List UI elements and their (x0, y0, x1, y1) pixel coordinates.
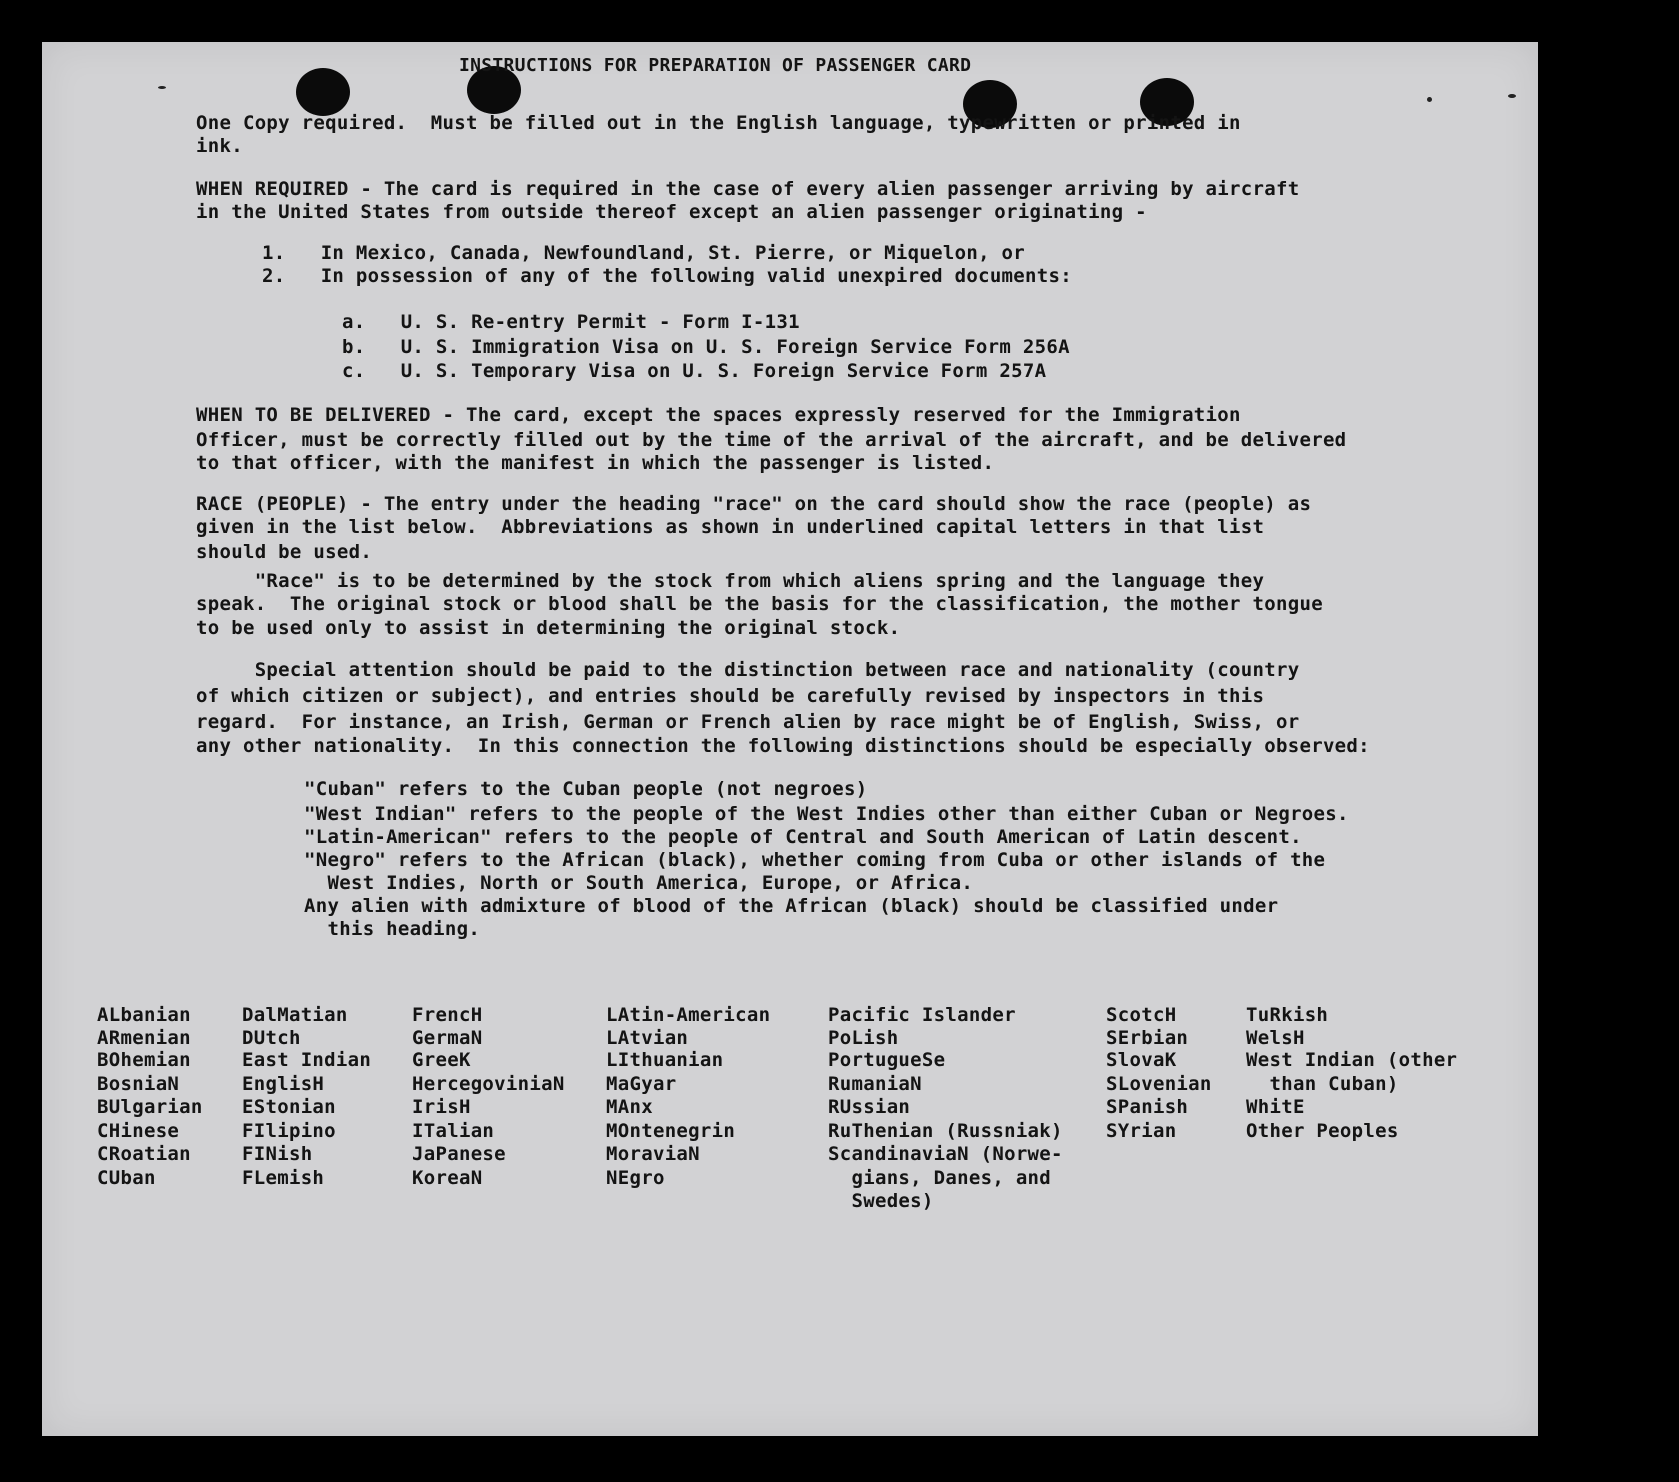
race-item: SYrian (1106, 1120, 1177, 1142)
race-definition-line: to be used only to assist in determining the original stock. (196, 617, 901, 639)
race-item: ARmenian (97, 1027, 191, 1049)
race-item: SlovaK (1106, 1049, 1177, 1071)
race-item: SErbian (1106, 1027, 1189, 1049)
race-item: EStonian (242, 1096, 336, 1118)
race-item: IrisH (412, 1096, 471, 1118)
race-item: ALbanian (97, 1004, 191, 1026)
race-item: West Indian (other (1246, 1049, 1458, 1071)
race-item: SLovenian (1106, 1073, 1212, 1095)
special-attention-line: regard. For instance, an Irish, German or French alien by race might be of English, Swiss, or (196, 711, 1300, 733)
distinction-line: "West Indian" refers to the people of the West Indies other than either Cuban or Negroes. (304, 803, 1349, 825)
document-page (42, 42, 1538, 1436)
race-item: Other Peoples (1246, 1120, 1399, 1142)
when-delivered-line: WHEN TO BE DELIVERED - The card, except the spaces expressly reserved for the Immigration (196, 404, 1241, 426)
race-item: gians, Danes, and (828, 1167, 1052, 1189)
race-item: LAtvian (606, 1027, 689, 1049)
race-item: than Cuban) (1246, 1073, 1399, 1095)
distinction-line: "Negro" refers to the African (black), whether coming from Cuba or other islands of the (304, 849, 1326, 871)
race-item: BosniaN (97, 1073, 180, 1095)
race-item: ScandinaviaN (Norwe- (828, 1143, 1063, 1165)
page-title: INSTRUCTIONS FOR PREPARATION OF PASSENGER CARD (459, 55, 972, 76)
race-item: HercegoviniaN (412, 1073, 565, 1095)
race-line: given in the list below. Abbreviations as shown in underlined capital letters in that list (196, 516, 1265, 538)
punch-hole (296, 68, 350, 116)
race-item: BUlgarian (97, 1096, 203, 1118)
race-item: GermaN (412, 1027, 483, 1049)
race-definition-line: speak. The original stock or blood shall be the basis for the classification, the mother tongue (196, 593, 1323, 615)
race-item: PoLish (828, 1027, 899, 1049)
race-item: JaPanese (412, 1143, 506, 1165)
distinction-line: "Latin-American" refers to the people of Central and South American of Latin descent. (304, 826, 1302, 848)
speck (1508, 94, 1516, 98)
special-attention-line: Special attention should be paid to the distinction between race and nationality (country (196, 659, 1300, 681)
race-item: ITalian (412, 1120, 495, 1142)
distinction-line: West Indies, North or South America, Europe, or Africa. (304, 872, 974, 894)
race-item: FIlipino (242, 1120, 336, 1142)
race-item: CRoatian (97, 1143, 191, 1165)
race-line: should be used. (196, 541, 373, 563)
distinction-line: Any alien with admixture of blood of the African (black) should be classified under (304, 895, 1279, 917)
race-item: CHinese (97, 1120, 180, 1142)
lettered-item: c. U. S. Temporary Visa on U. S. Foreign Service Form 257A (342, 360, 1047, 382)
race-item: MAnx (606, 1096, 653, 1118)
race-item: ScotcH (1106, 1004, 1177, 1026)
lettered-item: a. U. S. Re-entry Permit - Form I-131 (342, 311, 800, 333)
race-item: BOhemian (97, 1049, 191, 1071)
speck (158, 86, 166, 89)
when-delivered-line: to that officer, with the manifest in which the passenger is listed. (196, 452, 995, 474)
special-attention-line: of which citizen or subject), and entries should be carefully revised by inspectors in this (196, 685, 1265, 707)
race-item: GreeK (412, 1049, 471, 1071)
numbered-item: 2. In possession of any of the following valid unexpired documents: (262, 265, 1072, 287)
race-item: MOntenegrin (606, 1120, 736, 1142)
race-item: DUtch (242, 1027, 301, 1049)
race-item: RumaniaN (828, 1073, 922, 1095)
race-item: Swedes) (828, 1190, 934, 1212)
race-item: NEgro (606, 1167, 665, 1189)
race-item: KoreaN (412, 1167, 483, 1189)
race-item: LIthuanian (606, 1049, 724, 1071)
race-item: SPanish (1106, 1096, 1189, 1118)
race-item: FLemish (242, 1167, 325, 1189)
when-delivered-line: Officer, must be correctly filled out by the time of the arrival of the aircraft, and be delivered (196, 429, 1347, 451)
intro-line: One Copy required. Must be filled out in the English language, typewritten or printed in (196, 112, 1241, 134)
race-item: FINish (242, 1143, 313, 1165)
numbered-item: 1. In Mexico, Canada, Newfoundland, St. Pierre, or Miquelon, or (262, 242, 1026, 264)
race-item: TuRkish (1246, 1004, 1329, 1026)
distinction-line: this heading. (304, 918, 481, 940)
race-item: CUban (97, 1167, 156, 1189)
race-item: LAtin-American (606, 1004, 771, 1026)
race-item: MaGyar (606, 1073, 677, 1095)
when-required-line: WHEN REQUIRED - The card is required in the case of every alien passenger arriving by aircraft (196, 178, 1300, 200)
race-item: EnglisH (242, 1073, 325, 1095)
race-item: WhitE (1246, 1096, 1305, 1118)
race-line: RACE (PEOPLE) - The entry under the heading "race" on the card should show the race (people) as (196, 493, 1312, 515)
race-item: RuThenian (Russniak) (828, 1120, 1063, 1142)
lettered-item: b. U. S. Immigration Visa on U. S. Foreign Service Form 256A (342, 336, 1070, 358)
race-item: RUssian (828, 1096, 911, 1118)
race-item: DalMatian (242, 1004, 348, 1026)
race-item: PortugueSe (828, 1049, 946, 1071)
race-item: FrencH (412, 1004, 483, 1026)
race-definition-line: "Race" is to be determined by the stock from which aliens spring and the language they (196, 570, 1265, 592)
special-attention-line: any other nationality. In this connection the following distinctions should be especially observed: (196, 735, 1370, 757)
race-item: MoraviaN (606, 1143, 700, 1165)
distinction-line: "Cuban" refers to the Cuban people (not negroes) (304, 778, 868, 800)
intro-line: ink. (196, 135, 243, 157)
race-item: WelsH (1246, 1027, 1305, 1049)
race-item: Pacific Islander (828, 1004, 1016, 1026)
speck (1427, 97, 1432, 102)
when-required-line: in the United States from outside thereof except an alien passenger originating - (196, 201, 1147, 223)
race-item: East Indian (242, 1049, 372, 1071)
